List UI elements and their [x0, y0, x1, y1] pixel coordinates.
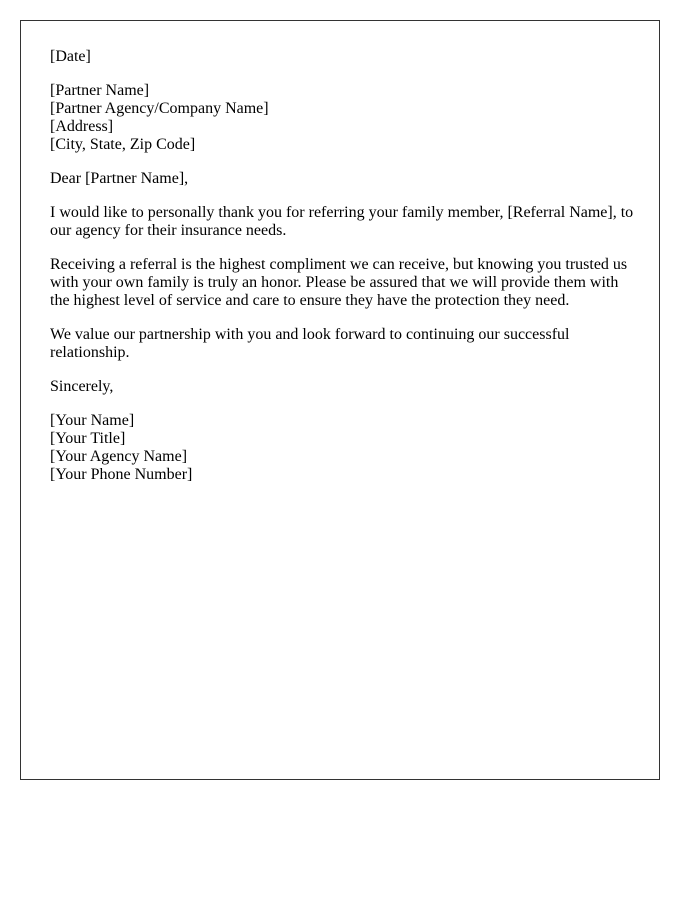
body-paragraph-compliment: Receiving a referral is the highest compliment we can receive, but knowing you trusted us with your own family is truly an honor. Please be assured that we will provide them with the highest level of service and care to ensure they have the protection they need.	[50, 256, 628, 309]
signature-block	[50, 412, 640, 484]
letter-date: [Date]	[50, 48, 91, 65]
recipient-city-state-zip: [City, State, Zip Code]	[50, 136, 196, 153]
recipient-address-block	[50, 82, 640, 154]
recipient-company: [Partner Agency/Company Name]	[50, 100, 269, 117]
signature-phone: [Your Phone Number]	[50, 466, 193, 483]
letter-page	[20, 20, 660, 780]
recipient-name: [Partner Name]	[50, 82, 150, 99]
letter-content	[50, 48, 640, 500]
body-paragraph-partnership: We value our partnership with you and look forward to continuing our successful relationship.	[50, 326, 570, 361]
salutation: Dear [Partner Name],	[50, 170, 189, 187]
recipient-address: [Address]	[50, 118, 114, 135]
signature-title: [Your Title]	[50, 430, 126, 447]
body-paragraph-thanks: I would like to personally thank you for referring your family member, [Referral Name], to our agency for their insurance needs.	[50, 204, 634, 239]
date-block	[50, 48, 640, 66]
signature-name: [Your Name]	[50, 412, 135, 429]
closing: Sincerely,	[50, 378, 114, 395]
signature-agency: [Your Agency Name]	[50, 448, 188, 465]
